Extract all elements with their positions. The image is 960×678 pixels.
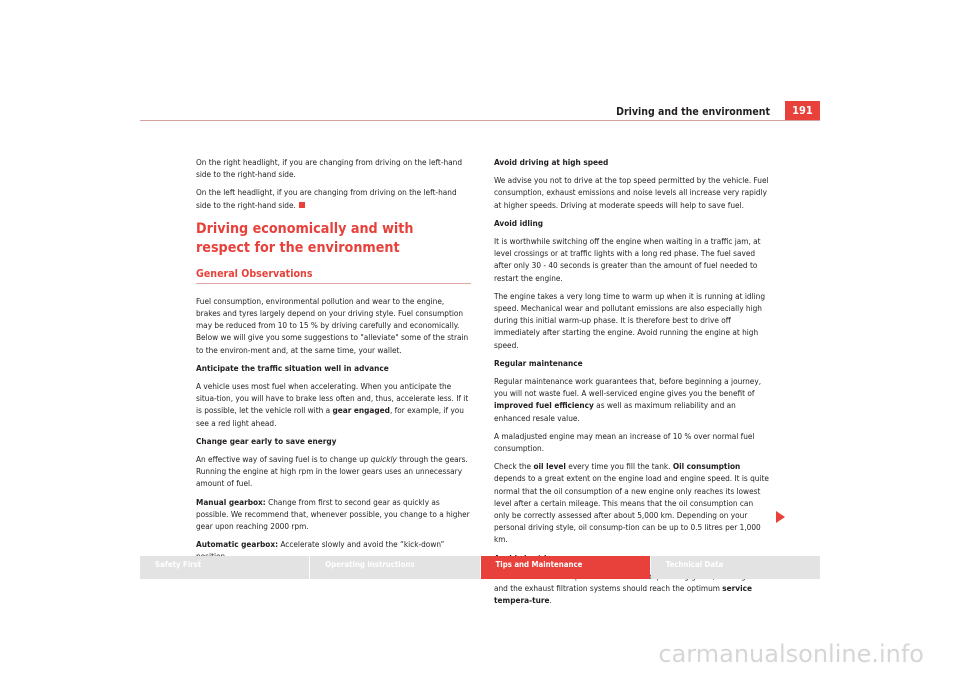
paragraph: Automatic gearbox: Accelerate slowly and avoid the “kick-down” [196,539,445,550]
paragraph: A maladjusted engine may mean an increase of 10 % over normal fuel consumption. [494,430,755,454]
tab-operating-instructions[interactable]: Operating instructions [310,556,479,579]
section-end-icon [299,202,305,208]
watermark: carmanualsonline.info [658,640,924,668]
page-number: 191 [785,101,820,120]
page-header-title: Driving and the environment [616,106,770,118]
paragraph: On the left headlight, if you are changing from driving on the left-hand side to the right-hand side. [196,187,457,210]
topic-heading: Avoid driving at high speed [494,157,609,167]
topic-heading: Change gear early to save energy [196,435,337,446]
header-divider [140,120,820,121]
subsection-heading: General Observations [196,268,471,284]
paragraph: We advise you not to drive at the top speed permitted by the vehicle. Fuel consumption, exhaust emissions and noise levels all increase very rapidly at higher speeds. Driving at moderate speeds will help to save fuel. [494,175,769,210]
left-column [196,156,471,569]
paragraph: and the exhaust filtration systems should reach the optimum service tempera-ture. [494,583,752,606]
paragraph: A vehicle uses most fuel when accelerating. When you anticipate the situa-tion, you will have to brake less often and, thus, accelerate less. If it is possible, let the vehicle roll with a gear engaged, for example, if you see a red light ahead. [196,381,469,428]
tab-technical-data[interactable]: Technical Data [651,556,820,579]
paragraph: Fuel consumption, environmental pollution and wear to the engine, brakes and tyres largely depend on your driving style. Fuel consumption may be reduced from 10 to 15 % by driving carefully and economically. Below we will give you some suggestions to "alleviate" some of the strain to the environ-ment and, at the same time, your wallet. [196,295,469,355]
paragraph: The engine takes a very long time to warm up when it is running at idling speed. Mechanical wear and pollutant emissions are also especially high during this initial warm-up phase. It is therefore best to drive off immediately after starting the engine. Avoid running the engine at high speed. [494,290,766,350]
tab-safety-first[interactable]: Safety First [140,556,309,579]
tab-tips-and-maintenance[interactable]: Tips and Maintenance [481,556,650,579]
paragraph: Manual gearbox: Change from first to second gear as quickly as possible. We recommend that, whenever possible, you change to a higher gear upon reaching 2000 rpm. [196,496,470,532]
footer-nav [140,556,820,579]
paragraph: On the right headlight, if you are changing from driving on the left-hand side to the right-hand side. [196,157,463,180]
topic-heading: Anticipate the traffic situation well in advance [196,362,389,373]
section-heading: Driving economically and with respect for the environment [196,220,414,256]
right-column [494,156,770,613]
paragraph: Check the oil level every time you fill the tank. Oil consumption depends to a great extent on the engine load and engine speed. It is quite normal that the oil consumption of a new engine only reaches its lowest level after a certain mileage. This means that the oil consumption can only be correctly assessed after about 5,000 km. Depending on your personal driving style, oil consump-tion can be up to 0.5 litres per 1,000 km. [494,461,769,545]
paragraph: An effective way of saving fuel is to change up quickly through the gears. Running the engine at high rpm in the lower gears uses an unnecessary amount of fuel. [196,454,468,489]
topic-heading: Avoid idling [494,217,543,228]
paragraph: Regular maintenance work guarantees that, before beginning a journey, you will not waste fuel. A well-serviced engine gives you the benefit of improved fuel efficiency as well as maximum reliability and an enhanced resale value. [494,376,762,423]
next-page-arrow-icon[interactable] [776,511,785,523]
paragraph: It is worthwhile switching off the engine when waiting in a traffic jam, at level crossings or at traffic lights with a long red phase. The fuel saved after only 30 - 40 seconds is greater than the amount of fuel needed to restart the engine. [494,236,761,283]
topic-heading: Regular maintenance [494,357,583,368]
